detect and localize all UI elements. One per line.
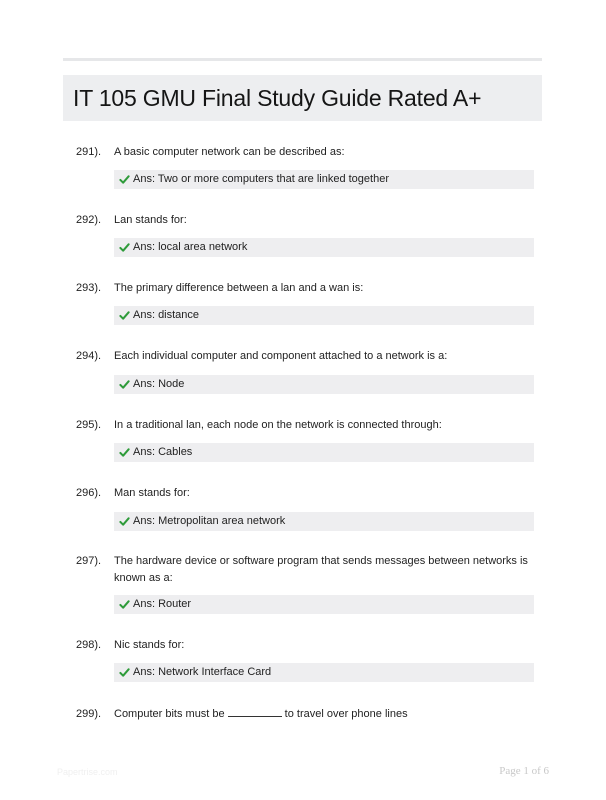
check-icon [119,310,130,321]
answer-text: Ans: distance [133,309,200,321]
question-text: A basic computer network can be described as: [114,146,345,158]
fill-in-blank [228,706,282,717]
answer-box [114,663,534,682]
check-icon [119,447,130,458]
question-number: 299). [76,708,102,720]
page-indicator: Page 1 of 6 [499,765,549,777]
question-text: Each individual computer and component attached to a network is a: [114,350,448,362]
question-number: 294). [76,350,102,362]
answer-box [114,595,534,614]
check-icon [119,379,130,390]
question-text: The hardware device or software program that sends messages between networks is known as a: [114,555,528,584]
question-text-after-blank: to travel over phone lines [284,708,408,720]
footer-watermark: Papertrise.com [57,767,118,777]
check-icon [119,516,130,527]
question-number: 296). [76,487,102,499]
check-icon [119,174,130,185]
answer-text: Ans: Two or more computers that are linked together [133,173,389,185]
answer-box [114,512,534,531]
answer-text: Ans: Router [133,598,192,610]
answer-text: Ans: Cables [133,446,193,458]
title-banner [63,75,542,121]
question-number: 291). [76,146,102,158]
question-text: In a traditional lan, each node on the network is connected through: [114,419,442,431]
question-text: Nic stands for: [114,639,185,651]
question-number: 293). [76,282,102,294]
document-title: IT 105 GMU Final Study Guide Rated A+ [73,85,482,111]
question-number: 297). [76,555,102,567]
answer-box [114,238,534,257]
answer-text: Ans: Network Interface Card [133,666,272,678]
answer-box [114,375,534,394]
answer-text: Ans: Node [133,378,185,390]
answer-box [114,306,534,325]
question-text: Man stands for: [114,487,190,499]
question-text: The primary difference between a lan and a wan is: [114,282,364,294]
check-icon [119,242,130,253]
question-number: 298). [76,639,102,651]
question-number: 292). [76,214,102,226]
answer-text: Ans: Metropolitan area network [133,515,286,527]
question-text-before-blank: Computer bits must be [114,708,225,720]
answer-box [114,170,534,189]
answer-box [114,443,534,462]
answer-text: Ans: local area network [133,241,248,253]
question-text: Lan stands for: [114,214,187,226]
check-icon [119,667,130,678]
question-number: 295). [76,419,102,431]
top-divider [63,58,542,61]
question-text [114,706,534,723]
check-icon [119,599,130,610]
